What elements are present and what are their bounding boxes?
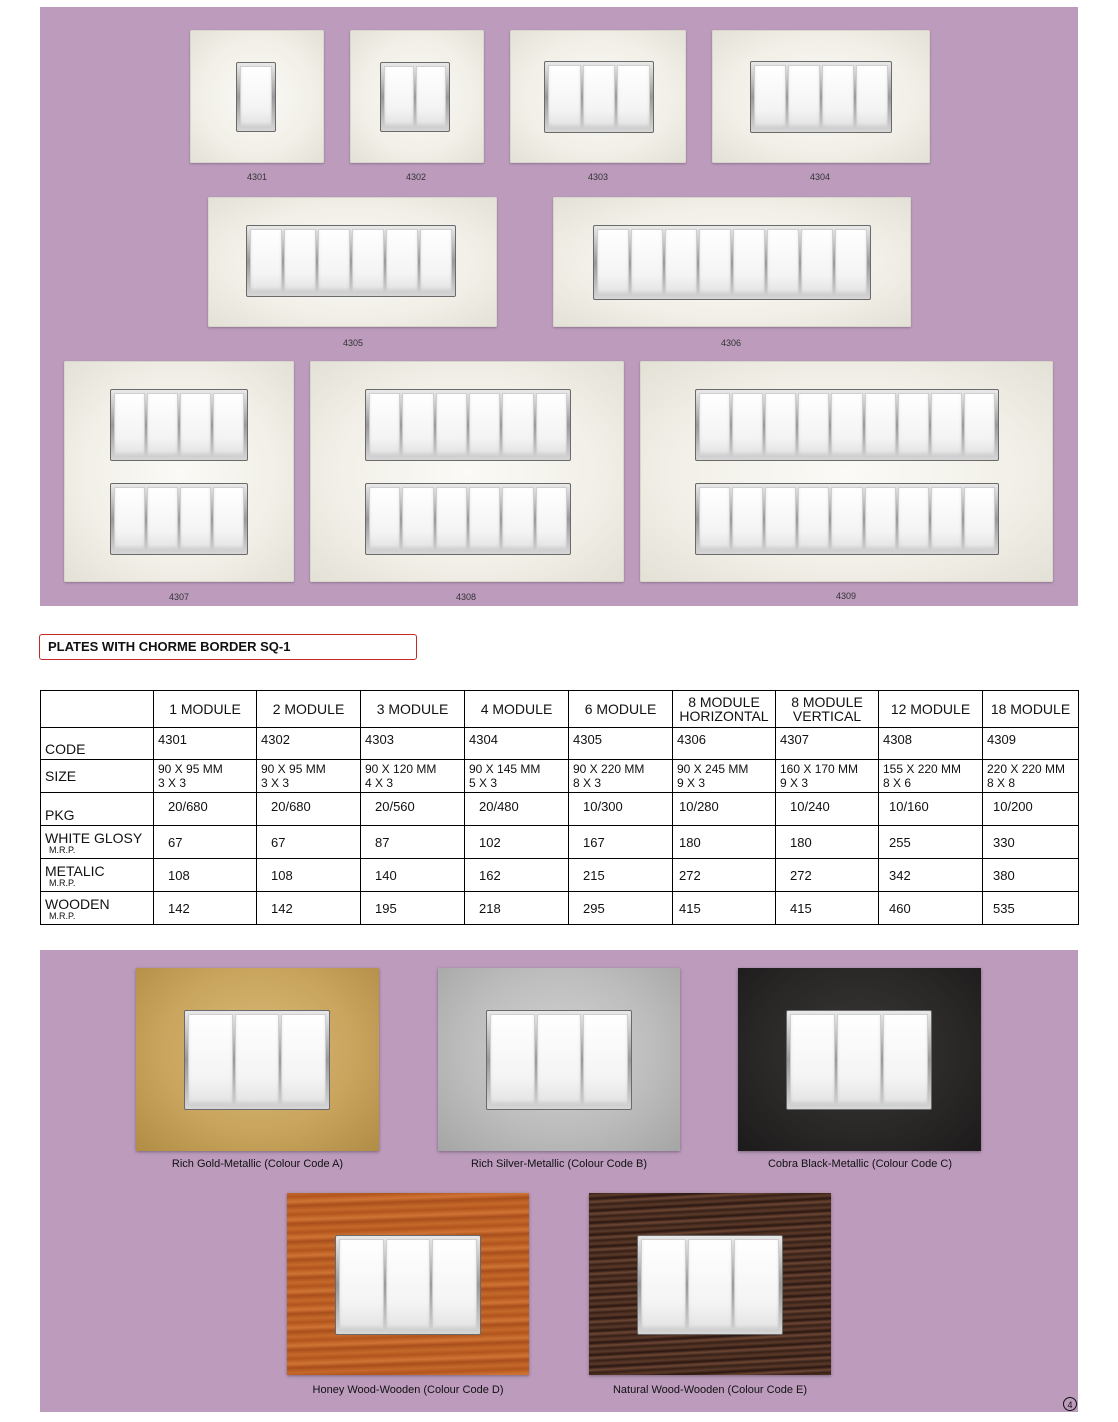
table-cell: 180 bbox=[776, 826, 879, 859]
table-cell: 20/680 bbox=[257, 793, 361, 826]
switch-frame bbox=[110, 483, 248, 555]
finish-caption: Honey Wood-Wooden (Colour Code D) bbox=[312, 1384, 504, 1396]
switch-frame bbox=[486, 1010, 632, 1110]
switch-frame bbox=[184, 1010, 330, 1110]
finish-plate-black bbox=[738, 968, 981, 1151]
switch-frame bbox=[110, 389, 248, 461]
table-cell: 20/560 bbox=[361, 793, 465, 826]
table-cell: 272 bbox=[776, 859, 879, 892]
table-cell: 220 X 220 MM 8 X 8 bbox=[983, 760, 1079, 793]
finish-plate-natural-wood bbox=[589, 1193, 831, 1375]
table-cell: 218 bbox=[465, 892, 569, 925]
column-header: 12 MODULE bbox=[879, 691, 983, 728]
table-cell: 295 bbox=[569, 892, 673, 925]
table-cell: 20/680 bbox=[154, 793, 257, 826]
switch-frame bbox=[544, 61, 654, 133]
table-row bbox=[41, 793, 1079, 826]
finish-caption: Cobra Black-Metallic (Colour Code C) bbox=[767, 1158, 952, 1170]
table-cell: 142 bbox=[257, 892, 361, 925]
finish-plate-honey-wood bbox=[287, 1193, 529, 1375]
table-cell: 4309 bbox=[983, 728, 1079, 760]
plate-code-label: 4309 bbox=[835, 591, 857, 601]
table-row bbox=[41, 760, 1079, 793]
table-cell: 20/480 bbox=[465, 793, 569, 826]
table-header-row bbox=[41, 691, 1079, 728]
plate-code-label: 4308 bbox=[455, 592, 477, 602]
switch-frame bbox=[365, 389, 571, 461]
switch-frame bbox=[236, 62, 276, 132]
table-cell: 4307 bbox=[776, 728, 879, 760]
plate-code-label: 4302 bbox=[405, 172, 427, 182]
table-cell: 90 X 95 MM 3 X 3 bbox=[154, 760, 257, 793]
table-cell: 10/240 bbox=[776, 793, 879, 826]
table-cell: 535 bbox=[983, 892, 1079, 925]
table-cell: 140 bbox=[361, 859, 465, 892]
page-number: 4 bbox=[1063, 1397, 1077, 1411]
plate-4302 bbox=[350, 30, 484, 163]
plate-code-label: 4303 bbox=[587, 172, 609, 182]
plate-4303 bbox=[510, 30, 686, 163]
plate-4308 bbox=[310, 361, 624, 582]
table-cell: 167 bbox=[569, 826, 673, 859]
finish-plate-gold bbox=[136, 968, 379, 1151]
table-cell: 142 bbox=[154, 892, 257, 925]
column-header: 8 MODULE VERTICAL bbox=[776, 691, 879, 728]
table-cell: 4302 bbox=[257, 728, 361, 760]
column-header: 18 MODULE bbox=[983, 691, 1079, 728]
table-cell: 4308 bbox=[879, 728, 983, 760]
column-header: 1 MODULE bbox=[154, 691, 257, 728]
column-header: 4 MODULE bbox=[465, 691, 569, 728]
row-label: CODE bbox=[41, 728, 154, 760]
switch-frame bbox=[750, 61, 892, 133]
table-cell: 4305 bbox=[569, 728, 673, 760]
table-cell: 415 bbox=[776, 892, 879, 925]
plate-code-label: 4307 bbox=[168, 592, 190, 602]
column-header: 3 MODULE bbox=[361, 691, 465, 728]
switch-frame bbox=[786, 1010, 932, 1110]
plate-4301 bbox=[190, 30, 324, 163]
plate-code-label: 4306 bbox=[720, 338, 742, 348]
row-label: PKG bbox=[41, 793, 154, 826]
table-cell: 460 bbox=[879, 892, 983, 925]
plate-4309 bbox=[640, 361, 1053, 582]
table-cell: 90 X 145 MM 5 X 3 bbox=[465, 760, 569, 793]
table-corner-cell bbox=[41, 691, 154, 728]
plate-code-label: 4301 bbox=[246, 172, 268, 182]
plate-4306 bbox=[553, 197, 911, 327]
table-cell: 155 X 220 MM 8 X 6 bbox=[879, 760, 983, 793]
table-cell: 102 bbox=[465, 826, 569, 859]
table-cell: 162 bbox=[465, 859, 569, 892]
table-cell: 380 bbox=[983, 859, 1079, 892]
column-header: 8 MODULE HORIZONTAL bbox=[673, 691, 776, 728]
row-label: SIZE bbox=[41, 760, 154, 793]
table-cell: 415 bbox=[673, 892, 776, 925]
row-label: WOODEN M.R.P. bbox=[41, 892, 154, 925]
switch-frame bbox=[637, 1235, 783, 1335]
column-header: 6 MODULE bbox=[569, 691, 673, 728]
row-label: WHITE GLOSY M.R.P. bbox=[41, 826, 154, 859]
table-cell: 108 bbox=[154, 859, 257, 892]
table-cell: 108 bbox=[257, 859, 361, 892]
switch-frame bbox=[246, 225, 456, 297]
table-cell: 90 X 95 MM 3 X 3 bbox=[257, 760, 361, 793]
finish-caption: Natural Wood-Wooden (Colour Code E) bbox=[612, 1384, 808, 1396]
column-header: 2 MODULE bbox=[257, 691, 361, 728]
row-label: METALIC M.R.P. bbox=[41, 859, 154, 892]
table-cell: 87 bbox=[361, 826, 465, 859]
table-cell: 67 bbox=[154, 826, 257, 859]
plate-4305 bbox=[208, 197, 497, 327]
plate-4304 bbox=[712, 30, 930, 163]
switch-frame bbox=[365, 483, 571, 555]
table-cell: 160 X 170 MM 9 X 3 bbox=[776, 760, 879, 793]
finish-caption: Rich Silver-Metallic (Colour Code B) bbox=[470, 1158, 648, 1170]
switch-frame bbox=[593, 225, 871, 300]
table-cell: 90 X 220 MM 8 X 3 bbox=[569, 760, 673, 793]
table-cell: 255 bbox=[879, 826, 983, 859]
table-row bbox=[41, 728, 1079, 760]
table-cell: 330 bbox=[983, 826, 1079, 859]
switch-frame bbox=[695, 483, 999, 555]
finish-caption: Rich Gold-Metallic (Colour Code A) bbox=[171, 1158, 344, 1170]
table-cell: 4304 bbox=[465, 728, 569, 760]
table-cell: 272 bbox=[673, 859, 776, 892]
plate-code-label: 4305 bbox=[342, 338, 364, 348]
table-cell: 10/280 bbox=[673, 793, 776, 826]
table-cell: 4303 bbox=[361, 728, 465, 760]
switch-frame bbox=[380, 62, 450, 132]
spec-table bbox=[40, 690, 1079, 925]
table-cell: 90 X 245 MM 9 X 3 bbox=[673, 760, 776, 793]
table-row bbox=[41, 859, 1079, 892]
section-heading: PLATES WITH CHORME BORDER SQ-1 bbox=[39, 634, 417, 660]
table-cell: 180 bbox=[673, 826, 776, 859]
table-cell: 4306 bbox=[673, 728, 776, 760]
table-cell: 195 bbox=[361, 892, 465, 925]
table-row bbox=[41, 826, 1079, 859]
table-cell: 4301 bbox=[154, 728, 257, 760]
table-row bbox=[41, 892, 1079, 925]
table-cell: 10/300 bbox=[569, 793, 673, 826]
table-cell: 342 bbox=[879, 859, 983, 892]
table-cell: 90 X 120 MM 4 X 3 bbox=[361, 760, 465, 793]
plate-4307 bbox=[64, 361, 294, 582]
switch-frame bbox=[695, 389, 999, 461]
table-cell: 10/200 bbox=[983, 793, 1079, 826]
plate-code-label: 4304 bbox=[809, 172, 831, 182]
finish-plate-silver bbox=[438, 968, 680, 1151]
table-cell: 67 bbox=[257, 826, 361, 859]
switch-frame bbox=[335, 1235, 481, 1335]
table-cell: 10/160 bbox=[879, 793, 983, 826]
table-cell: 215 bbox=[569, 859, 673, 892]
